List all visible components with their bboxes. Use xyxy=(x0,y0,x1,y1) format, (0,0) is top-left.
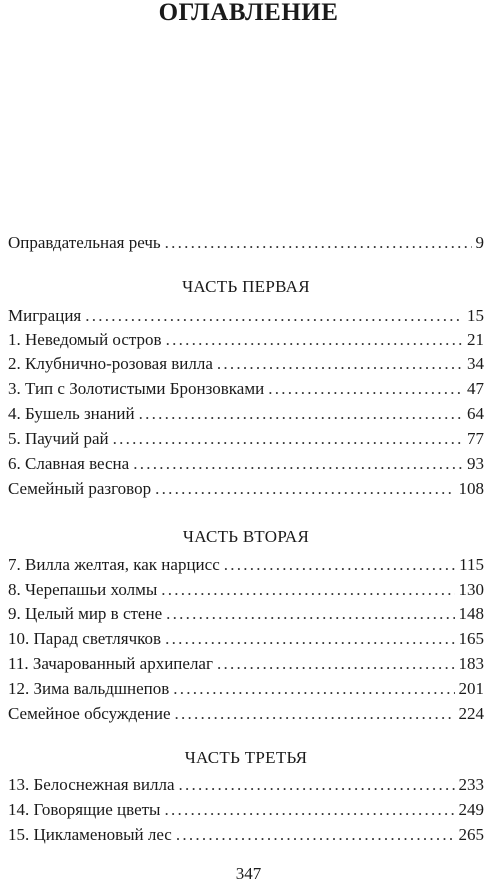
toc-entry-page: 93 xyxy=(467,454,484,473)
toc-entry-label: 11. Зачарованный архипелаг xyxy=(8,654,213,673)
toc-entry-label: Семейное обсуждение xyxy=(8,704,171,723)
toc-entry-page: 47 xyxy=(467,379,484,398)
toc-entry-label: 6. Славная весна xyxy=(8,454,130,473)
toc-entry-label: 3. Тип с Золотистыми Бронзовками xyxy=(8,379,265,398)
toc-entry xyxy=(8,579,484,601)
toc-entry-page: 15 xyxy=(467,306,484,325)
toc-entry-page: 64 xyxy=(467,404,484,423)
toc-entry xyxy=(8,774,484,796)
dot-leader xyxy=(155,478,454,500)
toc-entry xyxy=(8,824,484,846)
toc-entry-label: 4. Бушель знаний xyxy=(8,404,135,423)
toc-entry xyxy=(8,628,484,650)
toc-entry-page: 115 xyxy=(459,555,484,574)
dot-leader xyxy=(173,678,454,700)
toc-entry xyxy=(8,453,484,475)
dot-leader xyxy=(133,453,463,475)
dot-leader xyxy=(161,579,454,601)
toc-entry-label: 7. Вилла желтая, как нарцисс xyxy=(8,555,220,574)
toc-entry-label: 13. Белоснежная вилла xyxy=(8,775,175,794)
toc-entry xyxy=(8,403,484,425)
toc-entry-label: 5. Паучий рай xyxy=(8,429,109,448)
toc-entry-label: 10. Парад светлячков xyxy=(8,629,162,648)
toc-entry xyxy=(8,554,484,576)
toc-entry xyxy=(8,799,484,821)
toc-entry-label: 8. Черепашьи холмы xyxy=(8,580,158,599)
toc-entry-page: 108 xyxy=(458,479,484,498)
toc-entry-page: 233 xyxy=(458,775,484,794)
part-heading: ЧАСТЬ ВТОРАЯ xyxy=(182,527,310,546)
toc-entry xyxy=(8,478,484,500)
toc-entry-label: 1. Неведомый остров xyxy=(8,330,162,349)
toc-entry-page: 77 xyxy=(467,429,484,448)
toc-entry-page: 130 xyxy=(458,580,484,599)
toc-entry-label: Миграция xyxy=(8,306,82,325)
dot-leader xyxy=(217,353,463,375)
toc-entry-page: 21 xyxy=(467,330,484,349)
part-heading: ЧАСТЬ ПЕРВАЯ xyxy=(182,277,310,296)
dot-leader xyxy=(224,554,455,576)
dot-leader xyxy=(165,232,472,254)
toc-entry-page: 249 xyxy=(458,800,484,819)
toc-entry-page: 265 xyxy=(458,825,484,844)
toc-entry-label: 12. Зима вальдшнепов xyxy=(8,679,170,698)
toc-entry-label: 9. Целый мир в стене xyxy=(8,604,163,623)
dot-leader xyxy=(179,774,455,796)
dot-leader xyxy=(165,628,454,650)
toc-entry-page: 9 xyxy=(475,233,484,252)
dot-leader xyxy=(113,428,463,450)
part-heading: ЧАСТЬ ТРЕТЬЯ xyxy=(184,748,308,767)
toc-entry-page: 34 xyxy=(467,354,484,373)
toc-entry-label: Оправдательная речь xyxy=(8,233,161,252)
toc-entry xyxy=(8,353,484,375)
toc-entry-page: 224 xyxy=(458,704,484,723)
toc-entry-page: 148 xyxy=(458,604,484,623)
toc-entry xyxy=(8,653,484,675)
toc-entry-label: 14. Говорящие цветы xyxy=(8,800,161,819)
toc-entry-page: 201 xyxy=(458,679,484,698)
toc-entry xyxy=(8,305,484,327)
dot-leader xyxy=(164,799,454,821)
toc-entry-label: 2. Клубнично-розовая вилла xyxy=(8,354,213,373)
dot-leader xyxy=(217,653,455,675)
toc-entry xyxy=(8,678,484,700)
toc-entry-label: Семейный разговор xyxy=(8,479,152,498)
dot-leader xyxy=(85,305,463,327)
toc-entry-page: 183 xyxy=(458,654,484,673)
toc-entry xyxy=(8,603,484,625)
dot-leader xyxy=(166,603,454,625)
toc-entry xyxy=(8,378,484,400)
dot-leader xyxy=(268,378,463,400)
dot-leader xyxy=(166,329,463,351)
toc-entry xyxy=(8,329,484,351)
toc-entry xyxy=(8,428,484,450)
dot-leader xyxy=(139,403,463,425)
toc-entry-label: 15. Цикламеновый лес xyxy=(8,825,172,844)
dot-leader xyxy=(175,703,455,725)
page-number: 347 xyxy=(235,864,262,883)
dot-leader xyxy=(176,824,455,846)
page-title: ОГЛАВЛЕНИЕ xyxy=(158,0,339,26)
toc-entry-page: 165 xyxy=(458,629,484,648)
toc-entry xyxy=(8,703,484,725)
toc-entry-intro xyxy=(8,232,484,254)
